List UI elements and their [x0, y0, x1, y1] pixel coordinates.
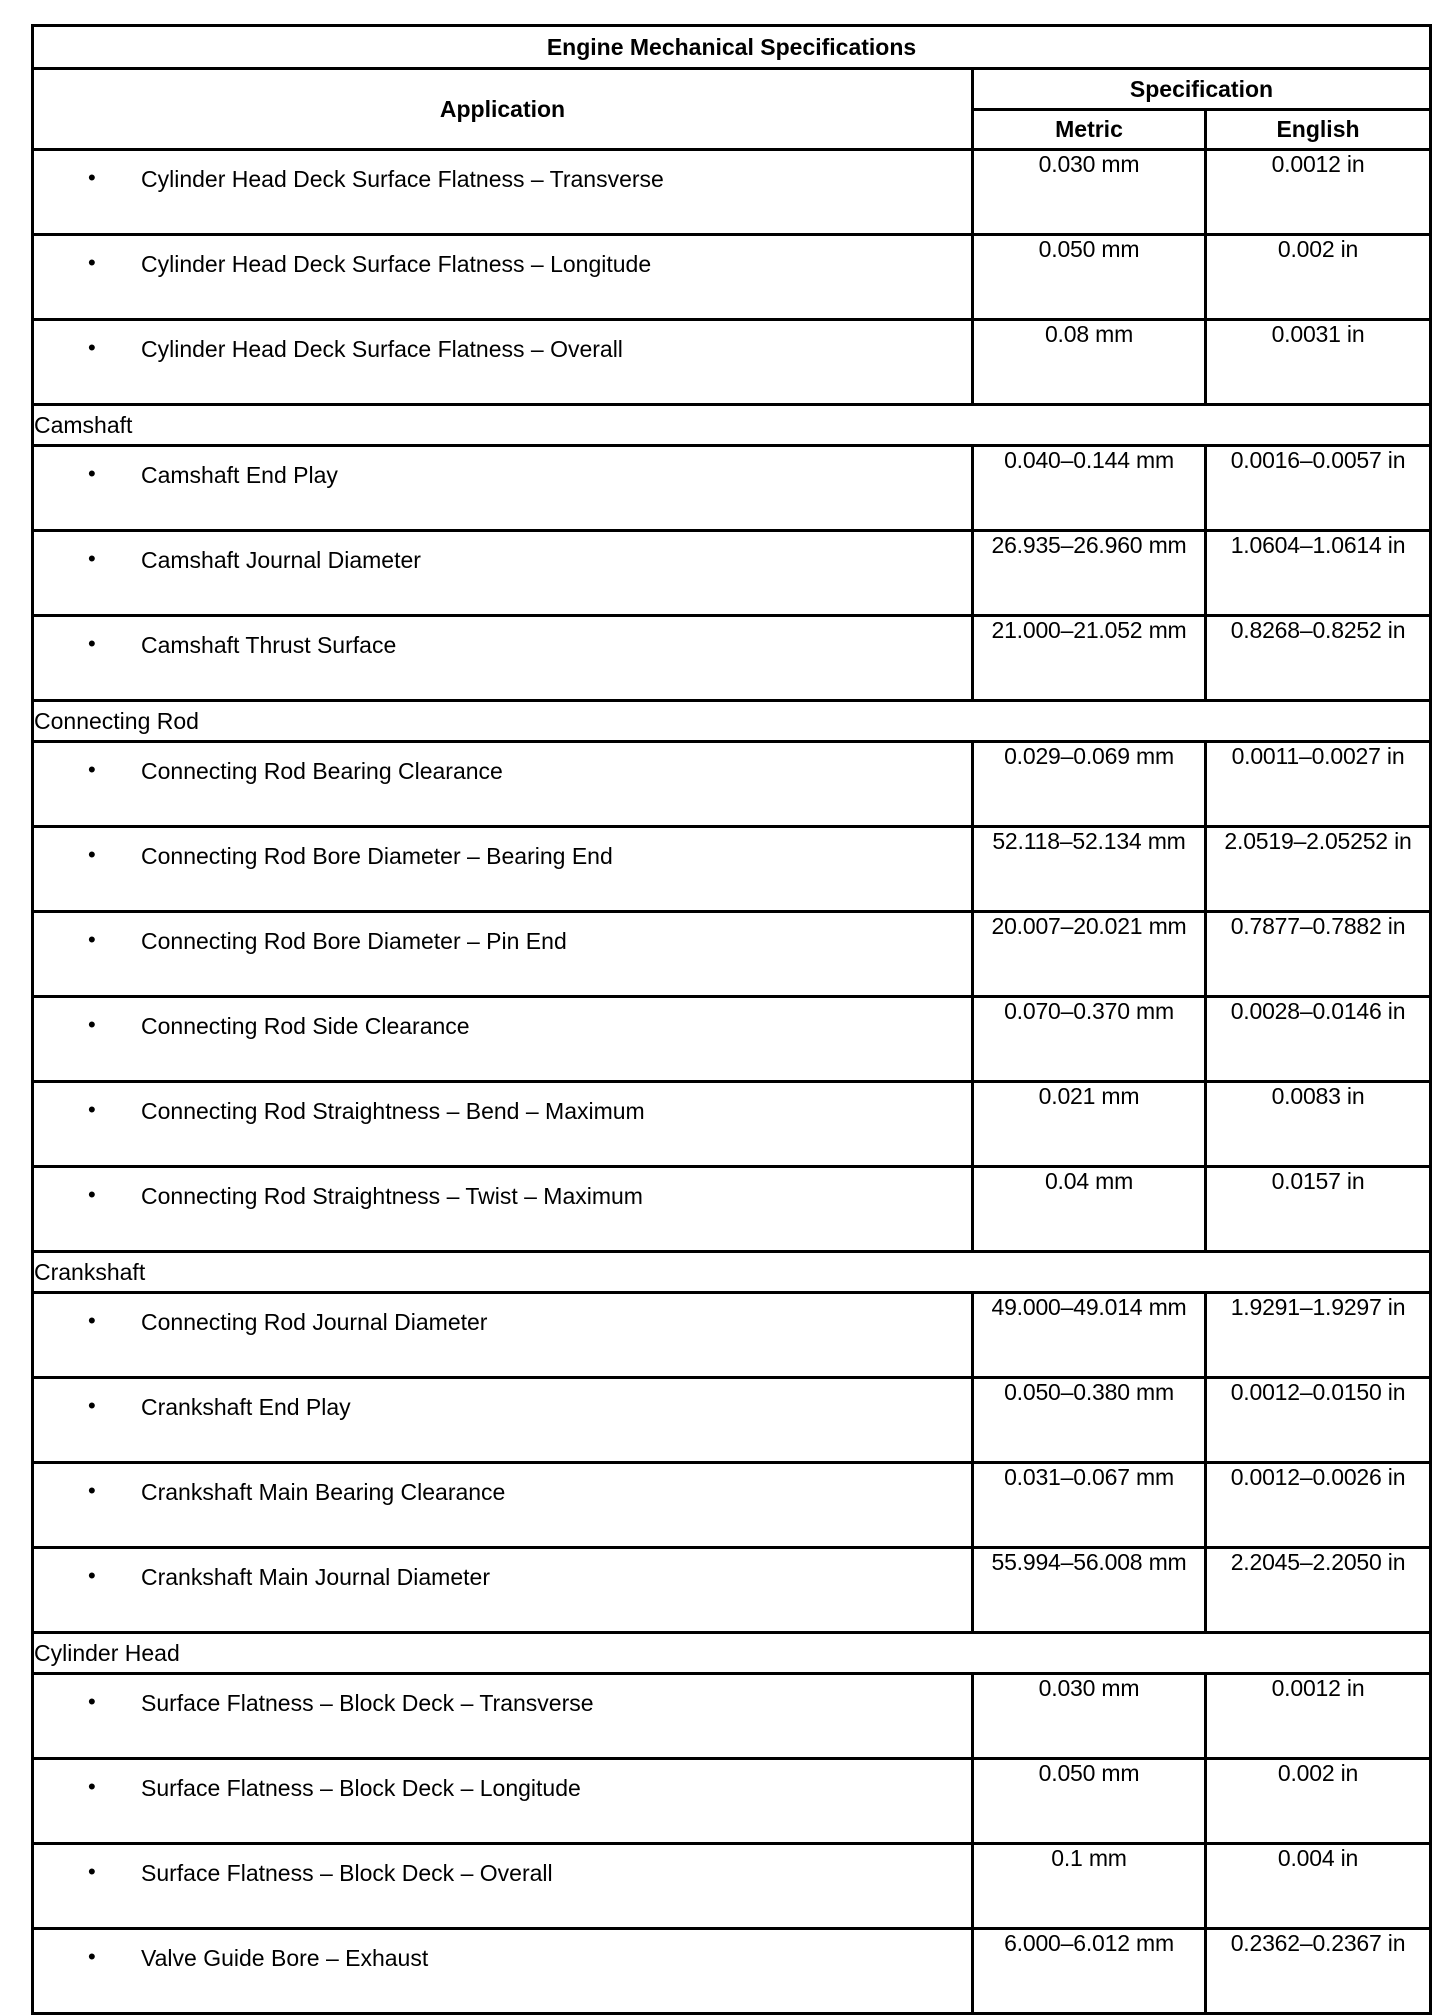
- bullet-icon: •: [88, 1689, 96, 1714]
- bullet-icon: •: [88, 461, 96, 486]
- english-value: 0.0011–0.0027 in: [1206, 742, 1431, 827]
- spec-table-body: [33, 150, 1431, 2014]
- application-label: Connecting Rod Bore Diameter – Bearing End: [141, 843, 613, 869]
- bullet-icon: •: [88, 927, 96, 952]
- metric-value: 49.000–49.014 mm: [973, 1293, 1206, 1378]
- metric-value: 0.031–0.067 mm: [973, 1463, 1206, 1548]
- english-value: 0.0012–0.0026 in: [1206, 1463, 1431, 1548]
- application-cell: [33, 446, 973, 531]
- table-row: [33, 235, 1431, 320]
- table-row: [33, 320, 1431, 405]
- english-value: 0.002 in: [1206, 1759, 1431, 1844]
- application-label: Crankshaft Main Bearing Clearance: [141, 1479, 506, 1505]
- application-cell: [33, 912, 973, 997]
- application-label: Connecting Rod Side Clearance: [141, 1013, 470, 1039]
- metric-value: 26.935–26.960 mm: [973, 531, 1206, 616]
- english-value: 0.8268–0.8252 in: [1206, 616, 1431, 701]
- table-row: [33, 1929, 1431, 2014]
- table-row: [33, 1082, 1431, 1167]
- english-value: 0.0031 in: [1206, 320, 1431, 405]
- english-value: 0.002 in: [1206, 235, 1431, 320]
- table-row: [33, 1548, 1431, 1633]
- application-cell: [33, 531, 973, 616]
- table-row: [33, 531, 1431, 616]
- application-cell: [33, 997, 973, 1082]
- section-row: [33, 1633, 1431, 1674]
- table-row: [33, 1463, 1431, 1548]
- application-cell: [33, 1759, 973, 1844]
- english-value: 0.0083 in: [1206, 1082, 1431, 1167]
- metric-value: 0.040–0.144 mm: [973, 446, 1206, 531]
- specification-header: Specification: [973, 69, 1431, 110]
- table-row: [33, 827, 1431, 912]
- spec-table: [31, 24, 1432, 2015]
- bullet-icon: •: [88, 631, 96, 656]
- table-row: [33, 616, 1431, 701]
- english-value: 0.0012 in: [1206, 150, 1431, 235]
- english-value: 0.004 in: [1206, 1844, 1431, 1929]
- application-label: Valve Guide Bore – Exhaust: [141, 1945, 429, 1971]
- bullet-icon: •: [88, 1563, 96, 1588]
- application-cell: [33, 150, 973, 235]
- english-value: 0.0012–0.0150 in: [1206, 1378, 1431, 1463]
- metric-value: 0.04 mm: [973, 1167, 1206, 1252]
- section-row: [33, 701, 1431, 742]
- application-label: Cylinder Head Deck Surface Flatness – Overall: [141, 336, 623, 362]
- application-header: Application: [33, 69, 973, 150]
- bullet-icon: •: [88, 250, 96, 275]
- english-value: 0.2362–0.2367 in: [1206, 1929, 1431, 2014]
- application-cell: [33, 1463, 973, 1548]
- english-value: 0.0028–0.0146 in: [1206, 997, 1431, 1082]
- english-value: 0.0016–0.0057 in: [1206, 446, 1431, 531]
- section-row: [33, 405, 1431, 446]
- application-label: Connecting Rod Straightness – Twist – Maximum: [141, 1183, 643, 1209]
- bullet-icon: •: [88, 335, 96, 360]
- section-heading: Cylinder Head: [33, 1633, 1431, 1674]
- english-header: English: [1206, 110, 1431, 150]
- bullet-icon: •: [88, 842, 96, 867]
- application-cell: [33, 320, 973, 405]
- bullet-icon: •: [88, 1393, 96, 1418]
- section-heading: Crankshaft: [33, 1252, 1431, 1293]
- application-label: Camshaft Journal Diameter: [141, 547, 421, 573]
- metric-value: 0.030 mm: [973, 1674, 1206, 1759]
- bullet-icon: •: [88, 165, 96, 190]
- application-label: Surface Flatness – Block Deck – Transverse: [141, 1690, 594, 1716]
- application-label: Connecting Rod Journal Diameter: [141, 1309, 488, 1335]
- metric-value: 0.029–0.069 mm: [973, 742, 1206, 827]
- table-row: [33, 1674, 1431, 1759]
- metric-value: 0.08 mm: [973, 320, 1206, 405]
- english-value: 0.0157 in: [1206, 1167, 1431, 1252]
- bullet-icon: •: [88, 1944, 96, 1969]
- metric-value: 0.021 mm: [973, 1082, 1206, 1167]
- english-value: 0.0012 in: [1206, 1674, 1431, 1759]
- bullet-icon: •: [88, 1012, 96, 1037]
- metric-value: 0.050 mm: [973, 1759, 1206, 1844]
- table-row: [33, 1759, 1431, 1844]
- metric-header: Metric: [973, 110, 1206, 150]
- table-row: [33, 446, 1431, 531]
- metric-value: 0.050 mm: [973, 235, 1206, 320]
- application-cell: [33, 1929, 973, 2014]
- application-cell: [33, 1378, 973, 1463]
- table-row: [33, 912, 1431, 997]
- application-label: Surface Flatness – Block Deck – Longitude: [141, 1775, 581, 1801]
- metric-value: 52.118–52.134 mm: [973, 827, 1206, 912]
- bullet-icon: •: [88, 757, 96, 782]
- table-row: [33, 1378, 1431, 1463]
- table-row: [33, 1167, 1431, 1252]
- application-label: Connecting Rod Bearing Clearance: [141, 758, 503, 784]
- table-row: [33, 1293, 1431, 1378]
- bullet-icon: •: [88, 1097, 96, 1122]
- application-label: Camshaft End Play: [141, 462, 338, 488]
- application-cell: [33, 742, 973, 827]
- section-row: [33, 1252, 1431, 1293]
- table-title: Engine Mechanical Specifications: [33, 26, 1431, 69]
- application-cell: [33, 827, 973, 912]
- metric-value: 0.070–0.370 mm: [973, 997, 1206, 1082]
- section-heading: Connecting Rod: [33, 701, 1431, 742]
- application-label: Crankshaft End Play: [141, 1394, 351, 1420]
- application-label: Cylinder Head Deck Surface Flatness – Longitude: [141, 251, 652, 277]
- english-value: 1.0604–1.0614 in: [1206, 531, 1431, 616]
- table-row: [33, 150, 1431, 235]
- application-cell: [33, 1548, 973, 1633]
- table-row: [33, 1844, 1431, 1929]
- table-row: [33, 742, 1431, 827]
- application-label: Cylinder Head Deck Surface Flatness – Transverse: [141, 166, 664, 192]
- table-row: [33, 997, 1431, 1082]
- bullet-icon: •: [88, 1478, 96, 1503]
- metric-value: 0.050–0.380 mm: [973, 1378, 1206, 1463]
- english-value: 2.0519–2.05252 in: [1206, 827, 1431, 912]
- bullet-icon: •: [88, 1308, 96, 1333]
- english-value: 2.2045–2.2050 in: [1206, 1548, 1431, 1633]
- section-heading: Camshaft: [33, 405, 1431, 446]
- bullet-icon: •: [88, 1774, 96, 1799]
- bullet-icon: •: [88, 1859, 96, 1884]
- metric-value: 0.1 mm: [973, 1844, 1206, 1929]
- application-label: Connecting Rod Straightness – Bend – Maximum: [141, 1098, 645, 1124]
- application-cell: [33, 1167, 973, 1252]
- application-cell: [33, 1674, 973, 1759]
- english-value: 1.9291–1.9297 in: [1206, 1293, 1431, 1378]
- metric-value: 20.007–20.021 mm: [973, 912, 1206, 997]
- metric-value: 21.000–21.052 mm: [973, 616, 1206, 701]
- application-label: Camshaft Thrust Surface: [141, 632, 397, 658]
- bullet-icon: •: [88, 1182, 96, 1207]
- application-cell: [33, 1293, 973, 1378]
- metric-value: 6.000–6.012 mm: [973, 1929, 1206, 2014]
- bullet-icon: •: [88, 546, 96, 571]
- application-label: Surface Flatness – Block Deck – Overall: [141, 1860, 553, 1886]
- english-value: 0.7877–0.7882 in: [1206, 912, 1431, 997]
- application-cell: [33, 235, 973, 320]
- application-cell: [33, 616, 973, 701]
- application-label: Crankshaft Main Journal Diameter: [141, 1564, 490, 1590]
- metric-value: 55.994–56.008 mm: [973, 1548, 1206, 1633]
- metric-value: 0.030 mm: [973, 150, 1206, 235]
- application-label: Connecting Rod Bore Diameter – Pin End: [141, 928, 567, 954]
- application-cell: [33, 1082, 973, 1167]
- application-cell: [33, 1844, 973, 1929]
